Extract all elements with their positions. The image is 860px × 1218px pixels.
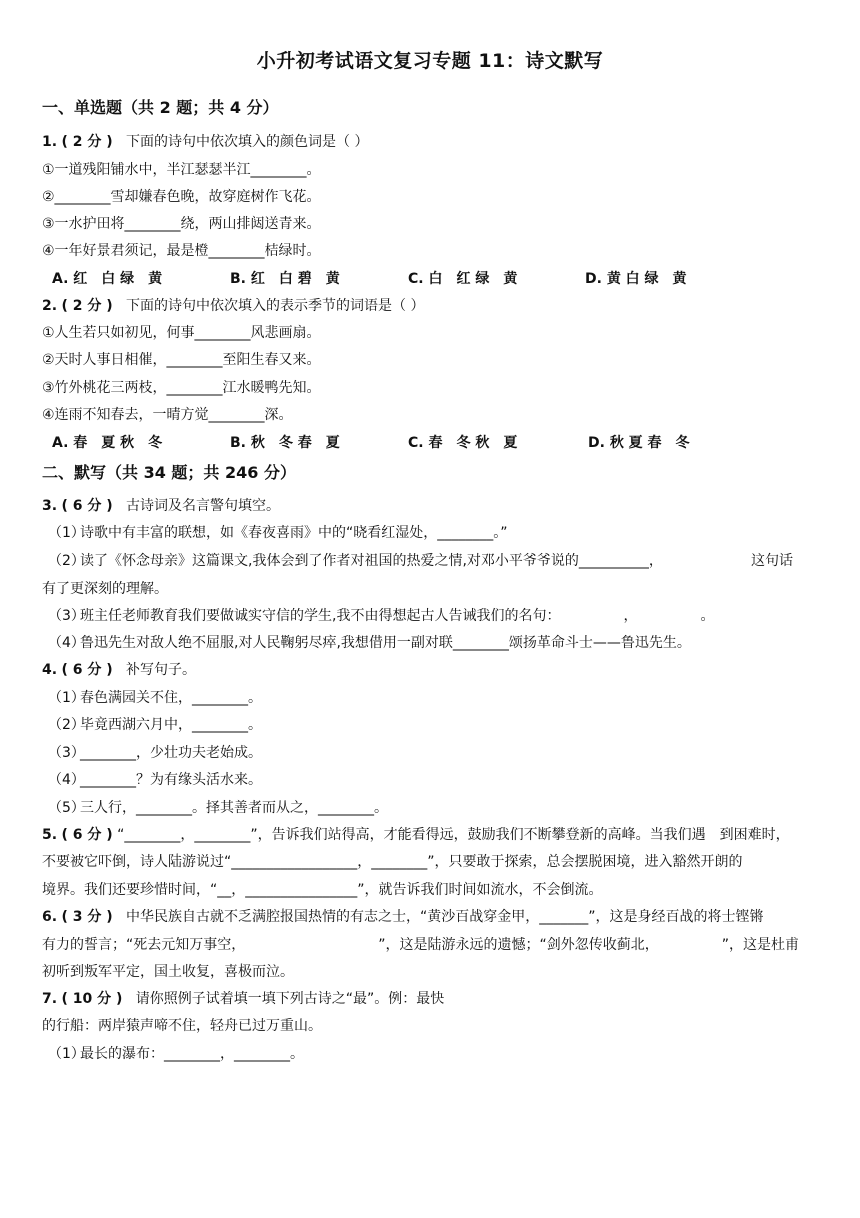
item-text: 诗歌中有丰富的联想，如《春夜喜雨》中的“晓看红湿处，________。”	[80, 525, 508, 541]
question-number: 1.	[42, 134, 58, 150]
question-3-item	[48, 607, 714, 625]
question-text: “________，________”，告诉我们站得高，才能看得远，鼓励我们不断攀登新的高峰。当我们遇 到困难时，	[117, 827, 790, 843]
question-6-line: 初听到叛军平定，国土收复，喜极而泣。	[42, 964, 294, 980]
question-2-line: ①人生若只如初见，何事________风悲画扇。	[42, 325, 321, 341]
option-b[interactable]: B. 秋 冬 春 夏	[230, 435, 340, 451]
question-number: 2.	[42, 298, 58, 314]
item-index: （2）	[48, 553, 85, 569]
question-3-item	[48, 552, 793, 570]
question-number: 4.	[42, 662, 58, 678]
item-text: 最长的瀑布：________，________。	[80, 1046, 304, 1062]
item-text: 读了《怀念母亲》这篇课文,我体会到了作者对祖国的热爱之情,对邓小平爷爷说的__________，	[80, 553, 663, 569]
question-1-line: ①一道残阳铺水中，半江瑟瑟半江________。	[42, 162, 321, 178]
question-7-item	[48, 1045, 304, 1063]
item-index: （1）	[48, 525, 85, 541]
item-text: ________，少壮功夫老始成。	[80, 745, 262, 761]
question-score: ( 6 分 )	[61, 662, 113, 678]
option-d[interactable]: D. 黄 白 绿 黄	[585, 271, 687, 287]
question-6-header	[42, 908, 764, 926]
question-stem: 下面的诗句中依次填入的表示季节的词语是（ ）	[126, 298, 425, 314]
question-6-line: 有力的誓言；“死去元知万事空， ”，这是陆游永远的遗憾；“剑外忽传收蓟北， ”，这是杜甫	[42, 937, 800, 953]
question-text: 中华民族自古就不乏满腔报国热情的有志之士，“黄沙百战穿金甲，_______”，这是身经百战的将士铿锵	[126, 909, 764, 925]
option-b[interactable]: B. 红 白 碧 黄	[230, 271, 340, 287]
item-text: ________？为有缘头活水来。	[80, 772, 262, 788]
section-heading-single-choice: 一、单选题（共 2 题；共 4 分）	[42, 98, 279, 117]
option-a[interactable]: A. 红 白 绿 黄	[52, 271, 163, 287]
option-c[interactable]: C. 春 冬 秋 夏	[408, 435, 518, 451]
question-4-item	[48, 799, 388, 817]
item-text: 三人行，________。择其善者而从之，________。	[80, 800, 388, 816]
question-4-item	[48, 771, 262, 789]
question-score: ( 2 分 )	[61, 134, 113, 150]
question-score: ( 3 分 )	[61, 909, 113, 925]
item-text-tail: 这句话	[751, 553, 793, 569]
question-number: 3.	[42, 498, 58, 514]
page-title: 小升初考试语文复习专题 11：诗文默写	[256, 50, 604, 72]
question-5-line: 不要被它吓倒，诗人陆游说过“__________________，________”，只要敢于探索，总会摆脱困境，进入豁然开朗的	[42, 854, 743, 870]
question-5-header	[42, 826, 790, 844]
question-score: ( 6 分 )	[61, 827, 113, 843]
question-1-line: ②________雪却嫌春色晚，故穿庭树作飞花。	[42, 189, 321, 205]
question-2-line: ④连雨不知春去，一晴方觉________深。	[42, 407, 293, 423]
question-3-item-continuation: 有了更深刻的理解。	[42, 581, 168, 597]
item-text: 毕竟西湖六月中，________。	[80, 717, 262, 733]
question-4-item	[48, 716, 262, 734]
question-1-line: ④一年好景君须记，最是橙________桔绿时。	[42, 243, 321, 259]
question-stem: 下面的诗句中依次填入的颜色词是（ ）	[126, 134, 369, 150]
question-2-line: ②天时人事日相催，________至阳生春又来。	[42, 352, 321, 368]
question-3-item	[48, 634, 691, 652]
item-text: 鲁迅先生对敌人绝不屈服,对人民鞠躬尽瘁,我想借用一副对联________颂扬革命斗士——鲁迅先生。	[80, 635, 691, 651]
question-4-item	[48, 744, 262, 762]
item-index: （4）	[48, 772, 85, 788]
question-1-line: ③一水护田将________绕，两山排闼送青来。	[42, 216, 321, 232]
question-score: ( 6 分 )	[61, 498, 113, 514]
question-text: 请你照例子试着填一填下列古诗之“最”。例：最快	[135, 991, 445, 1007]
question-score: ( 10 分 )	[61, 991, 123, 1007]
option-a[interactable]: A. 春 夏 秋 冬	[52, 435, 163, 451]
question-number: 7.	[42, 991, 58, 1007]
option-d[interactable]: D. 秋 夏 春 冬	[588, 435, 690, 451]
question-2-line: ③竹外桃花三两枝，________江水暖鸭先知。	[42, 380, 321, 396]
question-3-item	[48, 524, 508, 542]
item-index: （1）	[48, 690, 85, 706]
item-index: （2）	[48, 717, 85, 733]
section-heading-dictation: 二、默写（共 34 题；共 246 分）	[42, 463, 296, 482]
item-index: （5）	[48, 800, 85, 816]
item-index: （4）	[48, 635, 85, 651]
question-number: 6.	[42, 909, 58, 925]
question-7-line: 的行船：两岸猿声啼不住，轻舟已过万重山。	[42, 1018, 322, 1034]
option-c[interactable]: C. 白 红 绿 黄	[408, 271, 518, 287]
question-stem: 补写句子。	[126, 662, 197, 678]
question-stem: 古诗词及名言警句填空。	[126, 498, 281, 514]
question-4-header	[42, 661, 196, 679]
item-index: （3）	[48, 608, 85, 624]
question-number: 5.	[42, 827, 58, 843]
item-text: 班主任老师教育我们要做诚实守信的学生,我不由得想起古人告诫我们的名句： ， 。	[80, 608, 715, 624]
question-1-header	[42, 133, 369, 151]
question-7-header	[42, 990, 444, 1008]
question-score: ( 2 分 )	[61, 298, 113, 314]
question-3-header	[42, 497, 280, 515]
item-index: （1）	[48, 1046, 85, 1062]
question-2-header	[42, 297, 425, 315]
question-5-line: 境界。我们还要珍惜时间，“__，________________”，就告诉我们时间如流水，不会倒流。	[42, 882, 603, 898]
question-4-item	[48, 689, 262, 707]
item-text: 春色满园关不住，________。	[80, 690, 262, 706]
item-index: （3）	[48, 745, 85, 761]
